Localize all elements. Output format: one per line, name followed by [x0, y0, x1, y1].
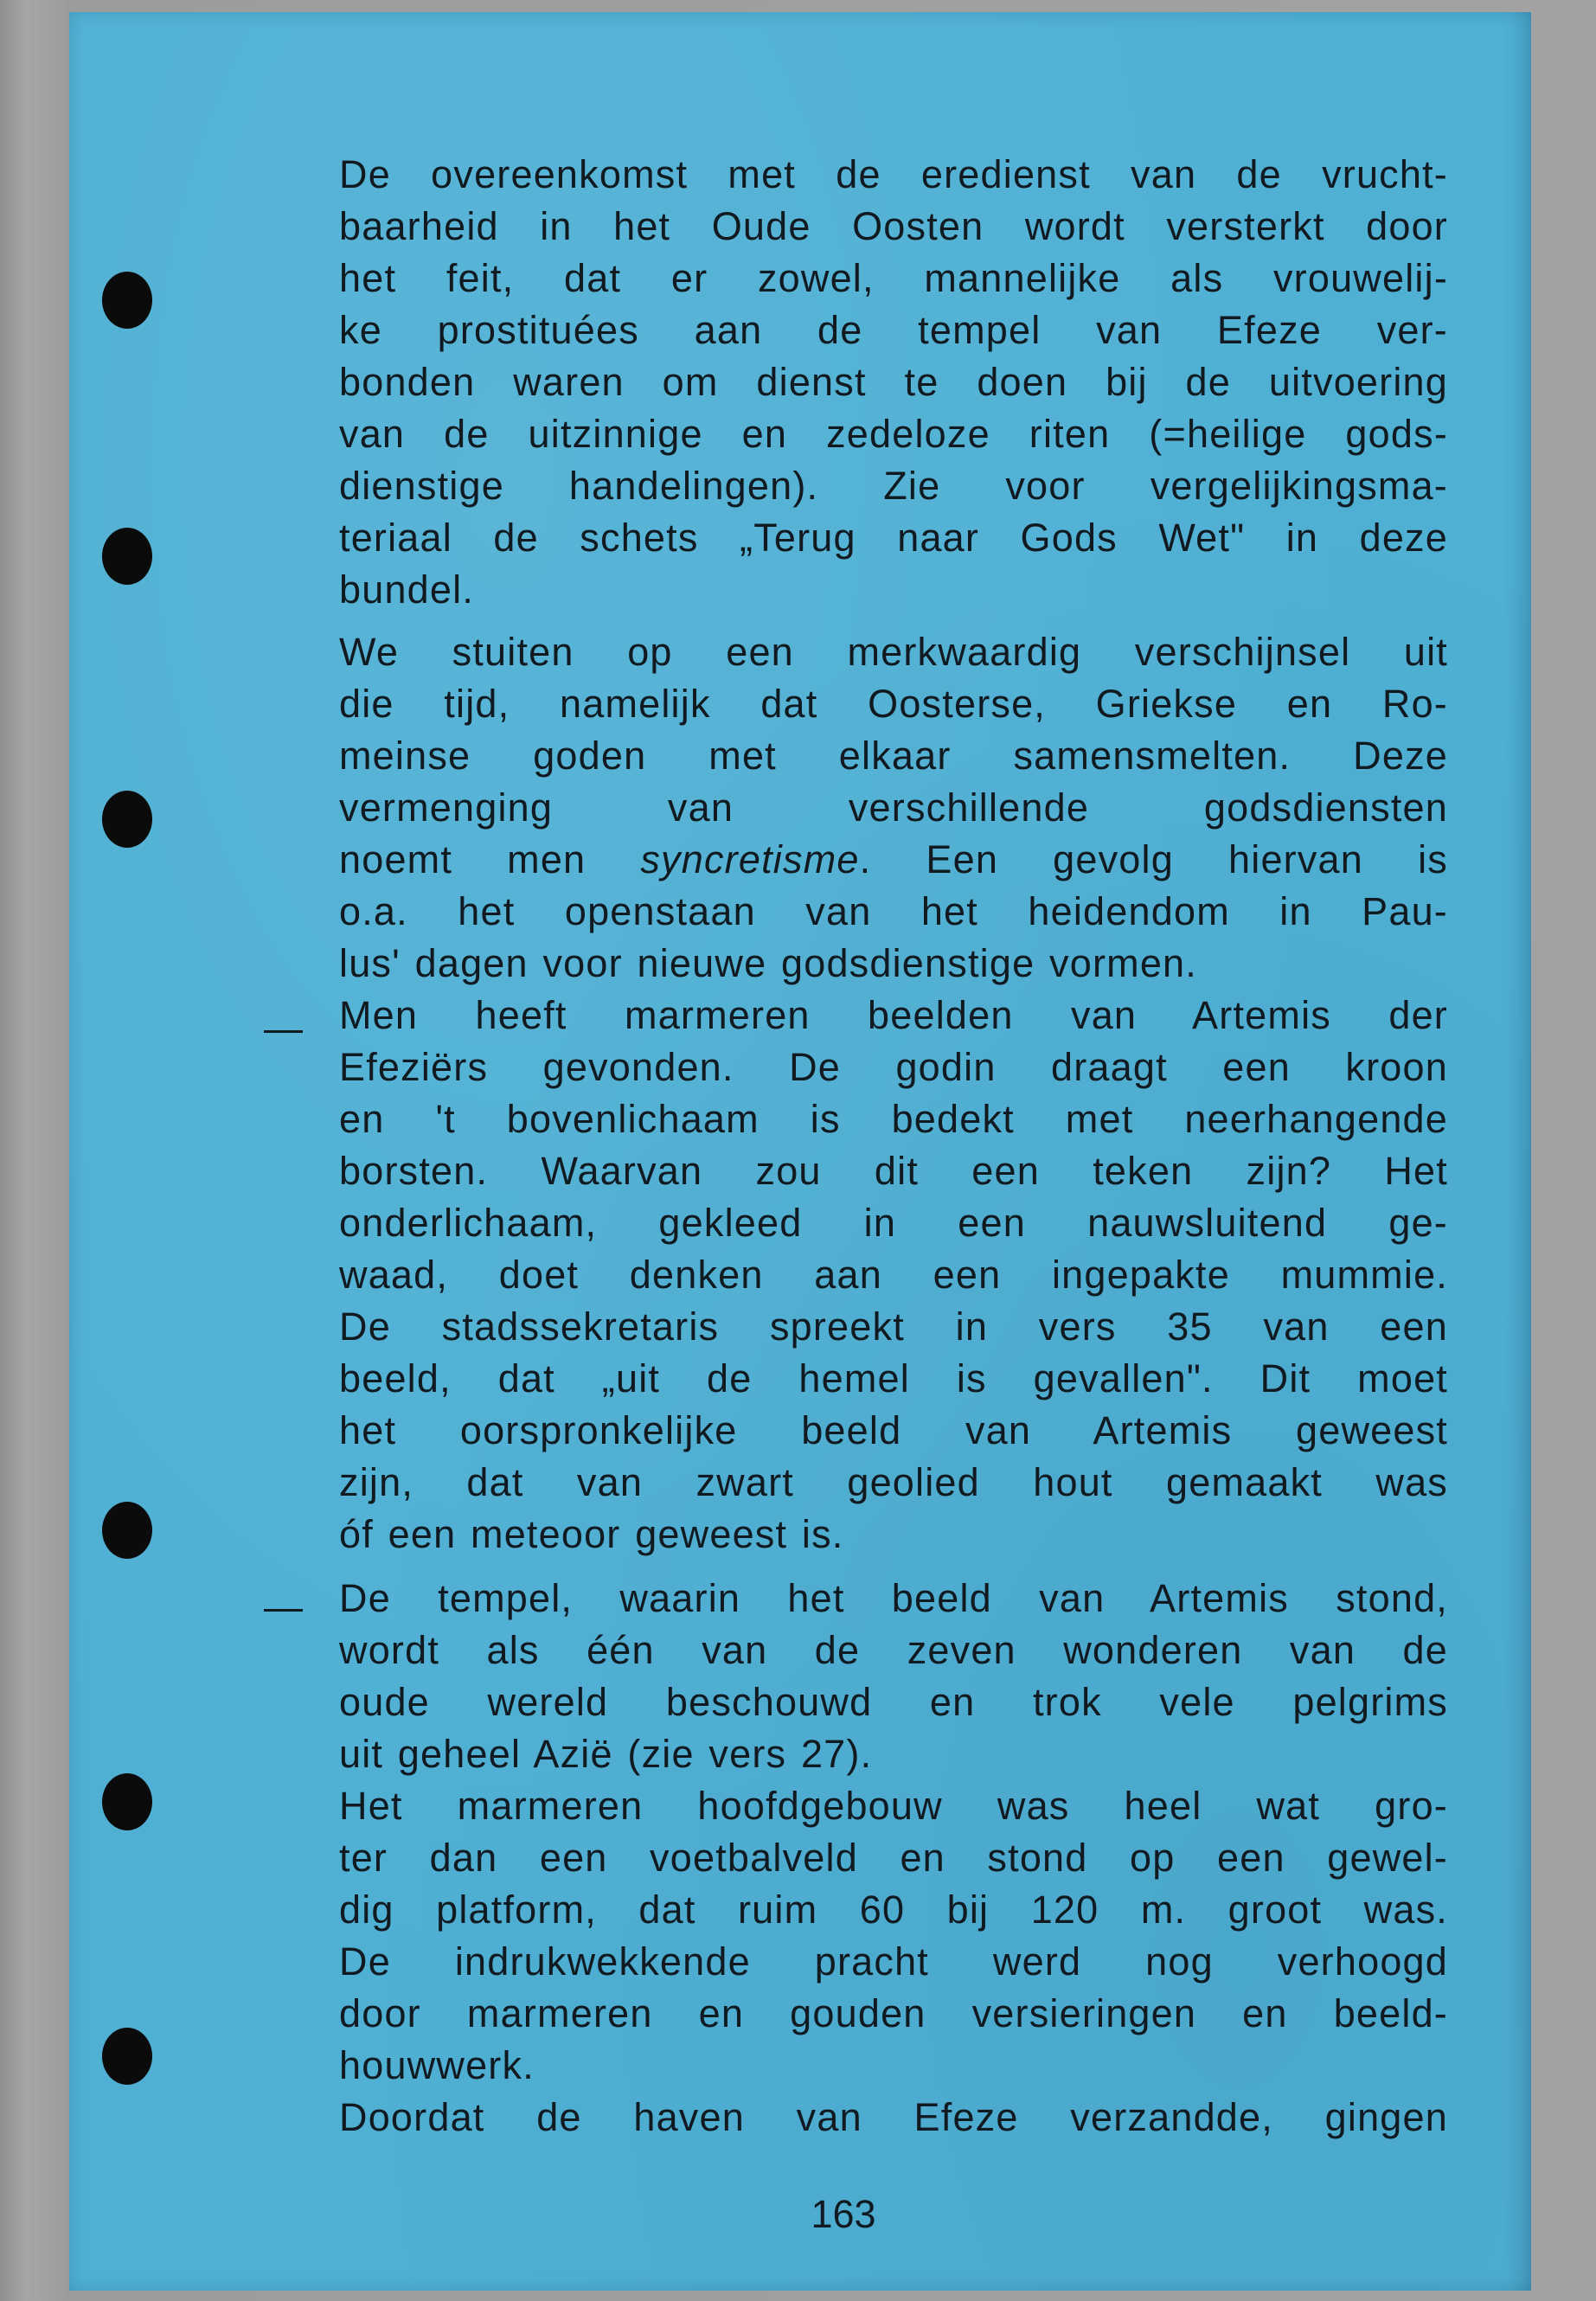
blue-page — [69, 12, 1531, 2291]
text-line: beeld, dat „uit de hemel is gevallen". Dit moet — [339, 1356, 1448, 1400]
text-line: bonden waren om dienst te doen bij de uitvoering — [339, 360, 1448, 404]
text-line: die tijd, namelijk dat Oosterse, Griekse en Ro- — [339, 682, 1448, 726]
text-line: en 't bovenlichaam is bedekt met neerhangende — [339, 1097, 1448, 1141]
text-line: oude wereld beschouwd en trok vele pelgrims — [339, 1680, 1448, 1724]
text-line: dig platform, dat ruim 60 bij 120 m. groot was. — [339, 1888, 1448, 1932]
text-line: zijn, dat van zwart geolied hout gemaakt was — [339, 1460, 1448, 1504]
text-line: Doordat de haven van Efeze verzandde, gingen — [339, 2095, 1448, 2139]
text-line: ke prostituées aan de tempel van Efeze ver- — [339, 308, 1448, 352]
text-line: We stuiten op een merkwaardig verschijnsel uit — [339, 630, 1448, 674]
binder-hole-6 — [102, 2028, 152, 2085]
text-line: baarheid in het Oude Oosten wordt versterkt door — [339, 204, 1448, 248]
page-number: 163 — [811, 2192, 876, 2236]
text-segment: . Een gevolg hiervan is — [859, 837, 1448, 881]
text-line: vermenging van verschillende godsdiensten — [339, 785, 1448, 830]
text-line: bundel. — [339, 567, 475, 612]
text-line: onderlichaam, gekleed in een nauwsluitend ge- — [339, 1201, 1448, 1245]
page-edge-shadow — [1505, 12, 1531, 2291]
text-line: De overeenkomst met de eredienst van de vrucht- — [339, 152, 1448, 196]
body-text — [339, 149, 1448, 2144]
text-line: het oorspronkelijke beeld van Artemis geweest — [339, 1408, 1448, 1452]
text-line: dienstige handelingen). Zie voor vergelijkingsma- — [339, 464, 1448, 508]
list-dash-1: — — [264, 1006, 303, 1050]
text-line: houwwerk. — [339, 2043, 535, 2087]
binder-hole-4 — [102, 1502, 152, 1559]
paragraph-3 — [339, 990, 1448, 1561]
binder-hole-5 — [102, 1773, 152, 1830]
text-line: Het marmeren hoofdgebouw was heel wat gro- — [339, 1784, 1448, 1828]
emphasis-syncretisme: syncretisme — [640, 837, 860, 881]
text-line: Efeziërs gevonden. De godin draagt een kroon — [339, 1045, 1448, 1089]
binder-hole-3 — [102, 791, 152, 848]
binder-hole-2 — [102, 528, 152, 585]
text-line: Men heeft marmeren beelden van Artemis der — [339, 993, 1448, 1037]
text-line: uit geheel Azië (zie vers 27). — [339, 1732, 873, 1776]
text-line: borsten. Waarvan zou dit een teken zijn? Het — [339, 1149, 1448, 1193]
paragraph-2 — [339, 626, 1448, 990]
text-line: door marmeren en gouden versieringen en beeld- — [339, 1991, 1448, 2035]
paragraph-6 — [339, 2092, 1448, 2144]
text-line-with-emphasis — [339, 834, 1448, 886]
text-line: De indrukwekkende pracht werd nog verhoogd — [339, 1939, 1448, 1984]
text-line: óf een meteoor geweest is. — [339, 1512, 844, 1556]
text-line: het feit, dat er zowel, mannelijke als vrouwelij- — [339, 256, 1448, 300]
text-line: o.a. het openstaan van het heidendom in Pau- — [339, 889, 1448, 933]
paragraph-5 — [339, 1780, 1448, 2092]
text-line: lus' dagen voor nieuwe godsdienstige vormen. — [339, 941, 1197, 985]
text-line: teriaal de schets „Terug naar Gods Wet" in deze — [339, 516, 1448, 560]
text-line: De stadssekretaris spreekt in vers 35 van een — [339, 1304, 1448, 1349]
text-line: waad, doet denken aan een ingepakte mummie. — [339, 1253, 1448, 1297]
paragraph-4 — [339, 1573, 1448, 1780]
text-segment: noemt men — [339, 837, 641, 881]
list-dash-2: — — [264, 1585, 303, 1629]
paragraph-1 — [339, 149, 1448, 616]
text-line: De tempel, waarin het beeld van Artemis stond, — [339, 1576, 1448, 1620]
text-line: wordt als één van de zeven wonderen van de — [339, 1628, 1448, 1672]
text-line: meinse goden met elkaar samensmelten. Deze — [339, 734, 1448, 778]
binder-hole-1 — [102, 272, 152, 329]
text-line: ter dan een voetbalveld en stond op een gewel- — [339, 1836, 1448, 1880]
text-line: van de uitzinnige en zedeloze riten (=heilige gods- — [339, 412, 1448, 456]
